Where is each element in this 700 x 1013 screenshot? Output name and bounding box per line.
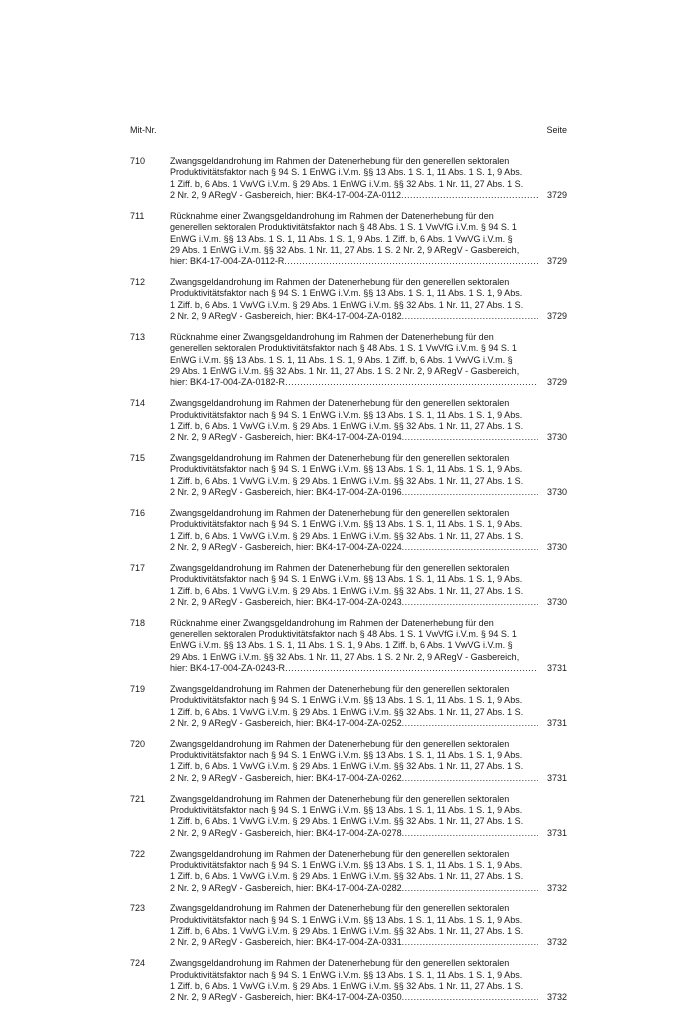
- entry-text-line: 1 Ziff. b, 6 Abs. 1 VwVG i.V.m. § 29 Abs. 1 EnWG i.V.m. §§ 32 Abs. 1 Nr. 11, 27 Abs. 1 S.: [170, 530, 524, 541]
- entry-number: 713: [130, 331, 146, 342]
- entry-description: [170, 684, 538, 729]
- entry-last-line: [170, 597, 538, 608]
- entry-last-line: [170, 883, 538, 894]
- index-entry: [130, 739, 567, 784]
- entry-text-line: Zwangsgeldandrohung im Rahmen der Datenerhebung für den generellen sektoralen: [170, 683, 510, 694]
- entry-reference: 2 Nr. 2, 9 ARegV - Gasbereich, hier: BK4-17-004-ZA-0282: [170, 882, 402, 893]
- entry-reference: 2 Nr. 2, 9 ARegV - Gasbereich, hier: BK4-17-004-ZA-0224: [170, 541, 402, 552]
- entry-text-line: Zwangsgeldandrohung im Rahmen der Datenerhebung für den generellen sektoralen: [170, 958, 510, 969]
- entry-description: [170, 211, 538, 268]
- dot-leader: [402, 487, 538, 498]
- entry-text-line: Zwangsgeldandrohung im Rahmen der Datenerhebung für den generellen sektoralen: [170, 562, 510, 573]
- entry-number: 717: [130, 562, 146, 573]
- entry-description: [170, 739, 538, 784]
- index-list: [130, 156, 567, 1013]
- page-number: 3731: [546, 663, 567, 674]
- entry-text-line: Zwangsgeldandrohung im Rahmen der Datenerhebung für den generellen sektoralen: [170, 277, 510, 288]
- entry-reference: 2 Nr. 2, 9 ARegV - Gasbereich, hier: BK4-17-004-ZA-0194: [170, 432, 402, 443]
- entry-reference: hier: BK4-17-004-ZA-0112-R: [170, 256, 285, 267]
- entry-text-line: Zwangsgeldandrohung im Rahmen der Datenerhebung für den generellen sektoralen: [170, 398, 510, 409]
- entry-text-line: Zwangsgeldandrohung im Rahmen der Datenerhebung für den generellen sektoralen: [170, 793, 510, 804]
- entry-text-line: Produktivitätsfaktor nach § 94 S. 1 EnWG i.V.m. §§ 13 Abs. 1 S. 1, 11 Abs. 1 S. 1, 9 Abs.: [170, 914, 523, 925]
- entry-number: 718: [130, 617, 146, 628]
- entry-reference: 2 Nr. 2, 9 ARegV - Gasbereich, hier: BK4-17-004-ZA-0331: [170, 937, 402, 948]
- entry-reference: hier: BK4-17-004-ZA-0182-R: [170, 377, 286, 388]
- entry-number: 714: [130, 398, 146, 409]
- entry-reference: 2 Nr. 2, 9 ARegV - Gasbereich, hier: BK4-17-004-ZA-0262: [170, 772, 402, 783]
- entry-description: [170, 156, 538, 201]
- entry-text-line: Produktivitätsfaktor nach § 94 S. 1 EnWG i.V.m. §§ 13 Abs. 1 S. 1, 11 Abs. 1 S. 1, 9 Abs.: [170, 167, 523, 178]
- page-number: 3730: [546, 541, 567, 552]
- page-number: 3730: [546, 432, 567, 443]
- entry-description: [170, 794, 538, 839]
- page-number: 3732: [546, 937, 567, 948]
- entry-description: [170, 508, 538, 553]
- entry-text-line: Zwangsgeldandrohung im Rahmen der Datenerhebung für den generellen sektoralen: [170, 453, 510, 464]
- index-entry: [130, 618, 567, 675]
- entry-text-line: EnWG i.V.m. §§ 13 Abs. 1 S. 1, 11 Abs. 1 S. 1, 9 Abs. 1 Ziff. b, 6 Abs. 1 VwVG i.V.m. §: [170, 640, 513, 651]
- entry-text-line: 29 Abs. 1 EnWG i.V.m. §§ 32 Abs. 1 Nr. 11, 27 Abs. 1 S. 2 Nr. 2, 9 ARegV - Gasbereich,: [170, 366, 520, 376]
- entry-description: [170, 332, 538, 389]
- entry-text-line: Produktivitätsfaktor nach § 94 S. 1 EnWG i.V.m. §§ 13 Abs. 1 S. 1, 11 Abs. 1 S. 1, 9 Abs.: [170, 859, 523, 870]
- header-mit-nr: Mit-Nr.: [130, 125, 157, 135]
- index-entry: [130, 508, 567, 553]
- entry-number: 715: [130, 453, 146, 464]
- dot-leader: [401, 190, 538, 201]
- entry-text-line: generellen sektoralen Produktivitätsfaktor nach § 48 Abs. 1 S. 1 VwVfG i.V.m. § 94 S. 1: [170, 343, 517, 354]
- entry-text-line: Produktivitätsfaktor nach § 94 S. 1 EnWG i.V.m. §§ 13 Abs. 1 S. 1, 11 Abs. 1 S. 1, 9 Abs.: [170, 409, 523, 420]
- page-number: 3730: [546, 596, 567, 607]
- index-entry: [130, 453, 567, 498]
- entry-text-line: Zwangsgeldandrohung im Rahmen der Datenerhebung für den generellen sektoralen: [170, 156, 510, 166]
- entry-last-line: [170, 190, 538, 201]
- index-entry: [130, 332, 567, 389]
- entry-text-line: Rücknahme einer Zwangsgeldandrohung im Rahmen der Datenerhebung für den: [170, 617, 494, 628]
- entry-last-line: [170, 663, 538, 674]
- entry-text-line: EnWG i.V.m. §§ 13 Abs. 1 S. 1, 11 Abs. 1 S. 1, 9 Abs. 1 Ziff. b, 6 Abs. 1 VwVG i.V.m. §: [170, 354, 513, 365]
- dot-leader: [402, 542, 538, 553]
- dot-leader: [285, 663, 538, 674]
- page-number: 3731: [546, 717, 567, 728]
- entry-last-line: [170, 377, 538, 388]
- header-seite: Seite: [546, 125, 567, 135]
- entry-number: 712: [130, 277, 146, 288]
- index-entry: [130, 277, 567, 322]
- index-entry: [130, 398, 567, 443]
- entry-number: 711: [130, 210, 145, 221]
- page-number: 3731: [546, 827, 567, 838]
- entry-last-line: [170, 718, 538, 729]
- entry-number: 722: [130, 848, 146, 859]
- entry-reference: 2 Nr. 2, 9 ARegV - Gasbereich, hier: BK4-17-004-ZA-0278: [170, 827, 402, 838]
- dot-leader: [402, 883, 538, 894]
- entry-reference: 2 Nr. 2, 9 ARegV - Gasbereich, hier: BK4-17-004-ZA-0196: [170, 487, 402, 498]
- entry-text-line: Zwangsgeldandrohung im Rahmen der Datenerhebung für den generellen sektoralen: [170, 848, 510, 859]
- entry-last-line: [170, 828, 538, 839]
- entry-reference: 2 Nr. 2, 9 ARegV - Gasbereich, hier: BK4-17-004-ZA-0252: [170, 717, 402, 728]
- entry-text-line: Produktivitätsfaktor nach § 94 S. 1 EnWG i.V.m. §§ 13 Abs. 1 S. 1, 11 Abs. 1 S. 1, 9 Abs.: [170, 519, 523, 530]
- entry-description: [170, 849, 538, 894]
- entry-text-line: Rücknahme einer Zwangsgeldandrohung im Rahmen der Datenerhebung für den: [170, 331, 494, 342]
- entry-text-line: Produktivitätsfaktor nach § 94 S. 1 EnWG i.V.m. §§ 13 Abs. 1 S. 1, 11 Abs. 1 S. 1, 9 Abs.: [170, 695, 523, 706]
- index-entry: [130, 156, 567, 201]
- entry-description: [170, 958, 538, 1003]
- dot-leader: [402, 937, 538, 948]
- entry-last-line: [170, 487, 538, 498]
- dot-leader: [402, 597, 538, 608]
- index-entry: [130, 958, 567, 1003]
- entry-last-line: [170, 311, 538, 322]
- entry-last-line: [170, 992, 538, 1003]
- dot-leader: [402, 992, 538, 1003]
- entry-description: [170, 453, 538, 498]
- page-number: 3729: [546, 256, 567, 267]
- entry-description: [170, 277, 538, 322]
- entry-text-line: Produktivitätsfaktor nach § 94 S. 1 EnWG i.V.m. §§ 13 Abs. 1 S. 1, 11 Abs. 1 S. 1, 9 Abs.: [170, 574, 523, 585]
- entry-text-line: 1 Ziff. b, 6 Abs. 1 VwVG i.V.m. § 29 Abs. 1 EnWG i.V.m. §§ 32 Abs. 1 Nr. 11, 27 Abs. 1 S.: [170, 816, 524, 827]
- page-number: 3732: [546, 992, 567, 1003]
- entry-last-line: [170, 773, 538, 784]
- entry-reference: 2 Nr. 2, 9 ARegV - Gasbereich, hier: BK4-17-004-ZA-0243: [170, 596, 402, 607]
- entry-last-line: [170, 542, 538, 553]
- dot-leader: [284, 256, 538, 267]
- entry-reference: hier: BK4-17-004-ZA-0243-R: [170, 663, 286, 674]
- entry-text-line: Produktivitätsfaktor nach § 94 S. 1 EnWG i.V.m. §§ 13 Abs. 1 S. 1, 11 Abs. 1 S. 1, 9 Abs.: [170, 464, 523, 475]
- entry-text-line: 1 Ziff. b, 6 Abs. 1 VwVG i.V.m. § 29 Abs. 1 EnWG i.V.m. §§ 32 Abs. 1 Nr. 11, 27 Abs. 1 S.: [170, 761, 524, 772]
- entry-last-line: [170, 432, 538, 443]
- entry-text-line: EnWG i.V.m. §§ 13 Abs. 1 S. 1, 11 Abs. 1 S. 1, 9 Abs. 1 Ziff. b, 6 Abs. 1 VwVG i.V.m. §: [170, 233, 513, 244]
- index-entry: [130, 211, 567, 268]
- page-number: 3729: [546, 377, 567, 388]
- page-number: 3729: [546, 311, 567, 322]
- entry-number: 719: [130, 683, 146, 694]
- entry-text-line: generellen sektoralen Produktivitätsfaktor nach § 48 Abs. 1 S. 1 VwVfG i.V.m. § 94 S. 1: [170, 629, 517, 640]
- entry-number: 720: [130, 738, 146, 749]
- entry-description: [170, 398, 538, 443]
- column-header: [130, 125, 567, 137]
- dot-leader: [402, 311, 538, 322]
- entry-text-line: 29 Abs. 1 EnWG i.V.m. §§ 32 Abs. 1 Nr. 11, 27 Abs. 1 S. 2 Nr. 2, 9 ARegV - Gasbereich,: [170, 651, 520, 662]
- entry-number: 716: [130, 507, 146, 518]
- index-entry: [130, 684, 567, 729]
- entry-description: [170, 618, 538, 675]
- entry-text-line: 1 Ziff. b, 6 Abs. 1 VwVG i.V.m. § 29 Abs. 1 EnWG i.V.m. §§ 32 Abs. 1 Nr. 11, 27 Abs. 1 S.: [170, 980, 524, 991]
- entry-text-line: 1 Ziff. b, 6 Abs. 1 VwVG i.V.m. § 29 Abs. 1 EnWG i.V.m. §§ 32 Abs. 1 Nr. 11, 27 Abs. 1 S.: [170, 926, 524, 937]
- page-number: 3730: [546, 487, 567, 498]
- entry-reference: 2 Nr. 2, 9 ARegV - Gasbereich, hier: BK4-17-004-ZA-0350: [170, 992, 402, 1003]
- entry-text-line: 1 Ziff. b, 6 Abs. 1 VwVG i.V.m. § 29 Abs. 1 EnWG i.V.m. §§ 32 Abs. 1 Nr. 11, 27 Abs. 1 S.: [170, 706, 524, 717]
- entry-text-line: 1 Ziff. b, 6 Abs. 1 VwVG i.V.m. § 29 Abs. 1 EnWG i.V.m. §§ 32 Abs. 1 Nr. 11, 27 Abs. 1 S.: [170, 299, 524, 310]
- entry-reference: 2 Nr. 2, 9 ARegV - Gasbereich, hier: BK4-17-004-ZA-0112: [170, 190, 401, 201]
- page-number: 3729: [546, 190, 567, 201]
- entry-text-line: 1 Ziff. b, 6 Abs. 1 VwVG i.V.m. § 29 Abs. 1 EnWG i.V.m. §§ 32 Abs. 1 Nr. 11, 27 Abs. 1 S.: [170, 871, 524, 882]
- entry-description: [170, 903, 538, 948]
- entry-text-line: 1 Ziff. b, 6 Abs. 1 VwVG i.V.m. § 29 Abs. 1 EnWG i.V.m. §§ 32 Abs. 1 Nr. 11, 27 Abs. 1 S.: [170, 178, 524, 189]
- index-entry: [130, 563, 567, 608]
- entry-number: 724: [130, 958, 146, 969]
- index-entry: [130, 794, 567, 839]
- entry-text-line: Produktivitätsfaktor nach § 94 S. 1 EnWG i.V.m. §§ 13 Abs. 1 S. 1, 11 Abs. 1 S. 1, 9 Abs.: [170, 288, 523, 299]
- entry-text-line: Produktivitätsfaktor nach § 94 S. 1 EnWG i.V.m. §§ 13 Abs. 1 S. 1, 11 Abs. 1 S. 1, 9 Abs.: [170, 969, 523, 980]
- entry-last-line: [170, 937, 538, 948]
- index-entry: [130, 903, 567, 948]
- dot-leader: [285, 377, 538, 388]
- entry-text-line: Zwangsgeldandrohung im Rahmen der Datenerhebung für den generellen sektoralen: [170, 903, 510, 914]
- page-number: 3731: [546, 772, 567, 783]
- dot-leader: [402, 718, 538, 729]
- entry-text-line: Zwangsgeldandrohung im Rahmen der Datenerhebung für den generellen sektoralen: [170, 738, 510, 749]
- entry-number: 723: [130, 903, 146, 914]
- entry-text-line: generellen sektoralen Produktivitätsfaktor nach § 48 Abs. 1 S. 1 VwVfG i.V.m. § 94 S. 1: [170, 222, 517, 233]
- entry-text-line: 29 Abs. 1 EnWG i.V.m. §§ 32 Abs. 1 Nr. 11, 27 Abs. 1 S. 2 Nr. 2, 9 ARegV - Gasbereich,: [170, 244, 520, 255]
- entry-text-line: 1 Ziff. b, 6 Abs. 1 VwVG i.V.m. § 29 Abs. 1 EnWG i.V.m. §§ 32 Abs. 1 Nr. 11, 27 Abs. 1 S.: [170, 585, 524, 596]
- entry-number: 721: [130, 793, 146, 804]
- entry-text-line: Produktivitätsfaktor nach § 94 S. 1 EnWG i.V.m. §§ 13 Abs. 1 S. 1, 11 Abs. 1 S. 1, 9 Abs.: [170, 805, 523, 815]
- page-number: 3732: [546, 882, 567, 893]
- index-entry: [130, 849, 567, 894]
- dot-leader: [402, 432, 538, 443]
- entry-text-line: Rücknahme einer Zwangsgeldandrohung im Rahmen der Datenerhebung für den: [170, 210, 494, 221]
- entry-text-line: 1 Ziff. b, 6 Abs. 1 VwVG i.V.m. § 29 Abs. 1 EnWG i.V.m. §§ 32 Abs. 1 Nr. 11, 27 Abs. 1 S.: [170, 420, 524, 431]
- dot-leader: [402, 773, 538, 784]
- entry-last-line: [170, 256, 538, 267]
- entry-number: 710: [130, 156, 146, 166]
- entry-description: [170, 563, 538, 608]
- entry-text-line: Produktivitätsfaktor nach § 94 S. 1 EnWG i.V.m. §§ 13 Abs. 1 S. 1, 11 Abs. 1 S. 1, 9 Abs.: [170, 750, 523, 761]
- entry-reference: 2 Nr. 2, 9 ARegV - Gasbereich, hier: BK4-17-004-ZA-0182: [170, 311, 402, 322]
- entry-text-line: 1 Ziff. b, 6 Abs. 1 VwVG i.V.m. § 29 Abs. 1 EnWG i.V.m. §§ 32 Abs. 1 Nr. 11, 27 Abs. 1 S.: [170, 475, 524, 486]
- dot-leader: [402, 828, 538, 839]
- entry-text-line: Zwangsgeldandrohung im Rahmen der Datenerhebung für den generellen sektoralen: [170, 507, 510, 518]
